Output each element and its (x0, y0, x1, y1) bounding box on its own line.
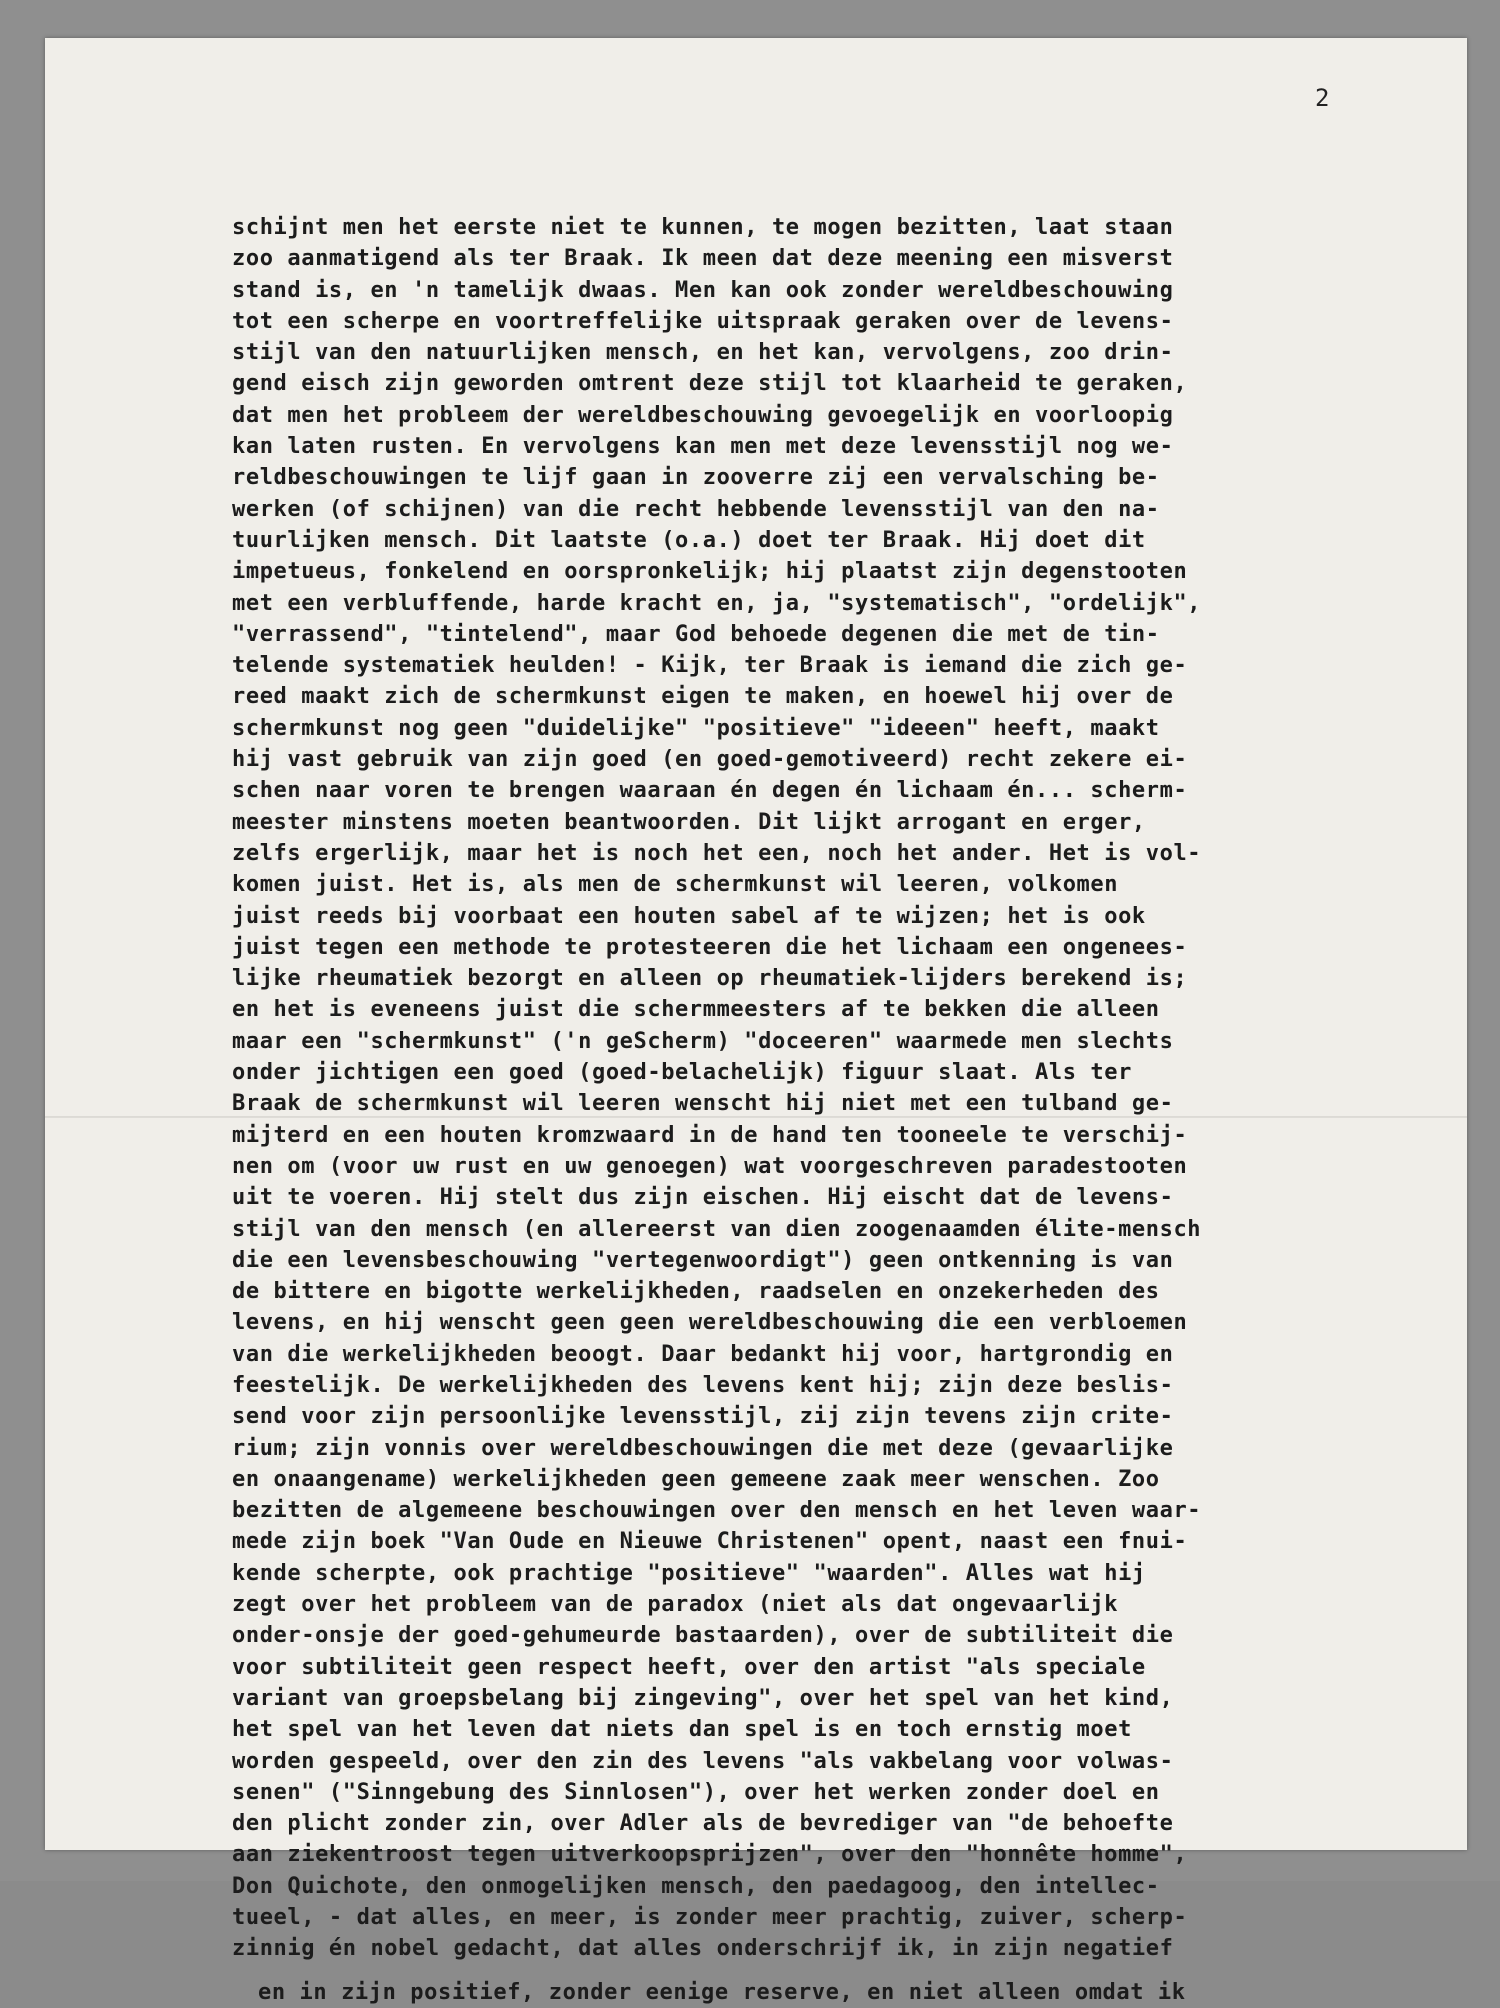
text-line: "verrassend", "tintelend", maar God behoede degenen die met de tin- (232, 621, 1160, 647)
text-line: variant van groepsbelang bij zingeving", over het spel van het kind, (232, 1685, 1174, 1711)
text-line: Braak de schermkunst wil leeren wenscht hij niet met een tulband ge- (232, 1091, 1174, 1117)
text-line: schijnt men het eerste niet te kunnen, te mogen bezitten, laat staan (232, 215, 1174, 240)
text-line: juist tegen een methode te protesteeren die het lichaam een ongenees- (232, 934, 1188, 960)
text-line: rium; zijn vonnis over wereldbeschouwingen die met deze (gevaarlijke (232, 1435, 1174, 1461)
text-line: kan laten rusten. En vervolgens kan men met deze levensstijl nog we- (232, 434, 1174, 460)
text-line: stijl van den natuurlijken mensch, en het kan, vervolgens, zoo drin- (232, 340, 1174, 366)
text-line: nen om (voor uw rust en uw genoegen) wat voorgeschreven paradestooten (232, 1153, 1188, 1179)
text-line: hij vast gebruik van zijn goed (en goed-gemotiveerd) recht zekere ei- (232, 747, 1188, 773)
text-line: tuurlijken mensch. Dit laatste (o.a.) doet ter Braak. Hij doet dit (232, 527, 1146, 553)
text-line: dat men het probleem der wereldbeschouwing gevoegelijk en voorloopig (232, 402, 1174, 428)
text-line: voor subtiliteit geen respect heeft, over den artist "als speciale (232, 1654, 1146, 1680)
text-line: den plicht zonder zin, over Adler als de bevrediger van "de behoefte (232, 1811, 1174, 1837)
text-line: impetueus, fonkelend en oorspronkelijk; hij plaatst zijn degenstooten (232, 559, 1188, 585)
page-number: 2 (1315, 84, 1330, 112)
text-line: schermkunst nog geen "duidelijke" "positieve" "ideeen" heeft, maakt (232, 715, 1160, 741)
text-line: werken (of schijnen) van die recht hebbende levensstijl van den na- (232, 496, 1160, 522)
text-line: aan ziekentroost tegen uitverkoopsprijzen", over den "honnête homme", (232, 1842, 1188, 1868)
text-line: juist reeds bij voorbaat een houten sabel af te wijzen; het is ook (232, 903, 1146, 929)
text-line: schen naar voren te brengen waaraan én degen én lichaam én... scherm- (232, 778, 1188, 804)
text-line: stand is, en 'n tamelijk dwaas. Men kan ook zonder wereldbeschouwing (232, 277, 1174, 303)
text-line: en onaangename) werkelijkheden geen gemeene zaak meer wenschen. Zoo (232, 1466, 1160, 1492)
text-line: mijterd en een houten kromzwaard in de hand ten tooneele te verschij- (232, 1122, 1188, 1148)
text-line: zinnig én nobel gedacht, dat alles onderschrijf ik, in zijn negatief (232, 1936, 1174, 1962)
text-line: en het is eveneens juist die schermmeesters af te bekken die alleen (232, 997, 1160, 1023)
text-line: telende systematiek heulden! - Kijk, ter Braak is iemand die zich ge- (232, 653, 1188, 679)
text-line: stijl van den mensch (en allereerst van dien zoogenaamden élite-mensch (232, 1216, 1202, 1242)
text-line: worden gespeeld, over den zin des levens "als vakbelang voor volwas- (232, 1748, 1174, 1774)
text-line: tot een scherpe en voortreffelijke uitspraak geraken over de levens- (232, 308, 1174, 334)
text-line: gend eisch zijn geworden omtrent deze stijl tot klaarheid te geraken, (232, 371, 1188, 397)
text-line: reldbeschouwingen te lijf gaan in zooverre zij een vervalsching be- (232, 465, 1160, 491)
text-line: maar een "schermkunst" ('n geScherm) "doceeren" waarmede men slechts (232, 1028, 1174, 1054)
text-line: senen" ("Sinngebung des Sinnlosen"), over het werken zonder doel en (232, 1779, 1160, 1805)
text-line: mede zijn boek "Van Oude en Nieuwe Christenen" opent, naast een fnui- (232, 1529, 1188, 1555)
text-line: feestelijk. De werkelijkheden des levens kent hij; zijn deze beslis- (232, 1372, 1174, 1398)
text-line: zoo aanmatigend als ter Braak. Ik meen dat deze meening een misverst (232, 246, 1174, 272)
text-line: onder-onsje der goed-gehumeurde bastaarden), over de subtiliteit die (232, 1623, 1174, 1649)
text-line: reed maakt zich de schermkunst eigen te maken, en hoewel hij over de (232, 684, 1174, 710)
text-line: zegt over het probleem van de paradox (niet als dat ongevaarlijk (232, 1592, 1119, 1618)
text-line: tueel, - dat alles, en meer, is zonder meer prachtig, zuiver, scherp- (232, 1905, 1188, 1931)
text-line: van die werkelijkheden beoogt. Daar bedankt hij voor, hartgrondig en (232, 1341, 1174, 1367)
text-line: zelfs ergerlijk, maar het is noch het een, noch het ander. Het is vol- (232, 840, 1202, 866)
text-line: onder jichtigen een goed (goed-belachelijk) figuur slaat. Als ter (232, 1060, 1132, 1086)
text-line: send voor zijn persoonlijke levensstijl, zij zijn tevens zijn crite- (232, 1404, 1174, 1430)
text-line: met een verbluffende, harde kracht en, ja, "systematisch", "ordelijk", (232, 590, 1202, 616)
text-line: levens, en hij wenscht geen geen wereldbeschouwing die een verbloemen (232, 1310, 1188, 1336)
text-line: die een levensbeschouwing "vertegenwoordigt") geen ontkenning is van (232, 1247, 1174, 1273)
text-line: en in zijn positief, zonder eenige reserve, en niet alleen omdat ik (258, 1979, 1186, 2005)
text-line: het spel van het leven dat niets dan spel is en toch ernstig moet (232, 1717, 1132, 1743)
text-line: lijke rheumatiek bezorgt en alleen op rheumatiek-lijders berekend is; (232, 966, 1188, 992)
text-line: komen juist. Het is, als men de schermkunst wil leeren, volkomen (232, 872, 1119, 898)
text-line: Don Quichote, den onmogelijken mensch, den paedagoog, den intellec- (232, 1873, 1160, 1899)
text-line: uit te voeren. Hij stelt dus zijn eischen. Hij eischt dat de levens- (232, 1185, 1174, 1211)
typed-text-body (232, 212, 1432, 2008)
text-line: meester minstens moeten beantwoorden. Dit lijkt arrogant en erger, (232, 809, 1146, 835)
text-line: de bittere en bigotte werkelijkheden, raadselen en onzekerheden des (232, 1279, 1160, 1305)
text-line: kende scherpte, ook prachtige "positieve" "waarden". Alles wat hij (232, 1560, 1146, 1586)
text-line: bezitten de algemeene beschouwingen over den mensch en het leven waar- (232, 1498, 1202, 1524)
